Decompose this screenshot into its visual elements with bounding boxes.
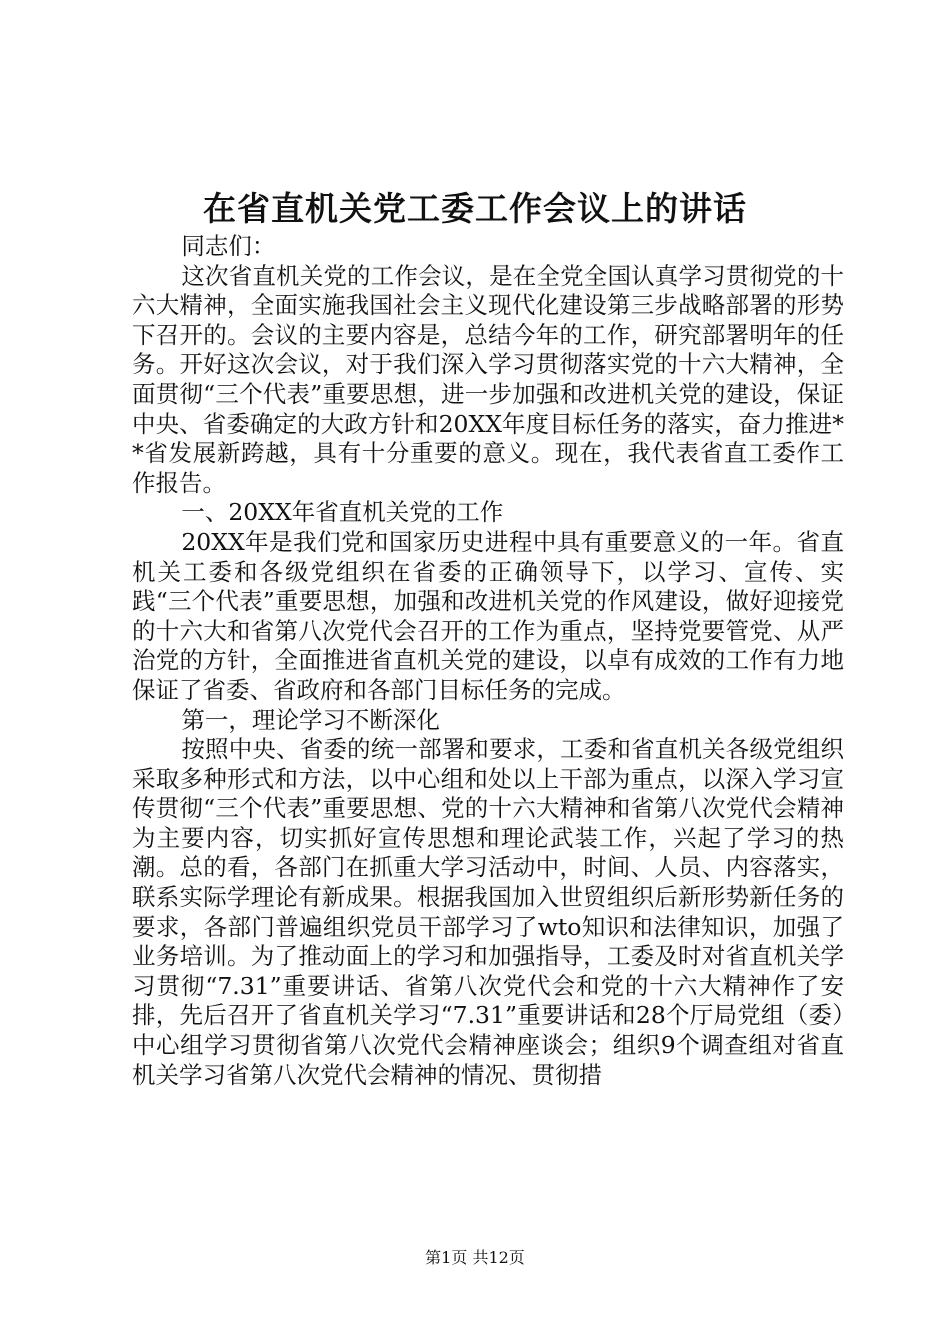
document-title: 在省直机关党工委工作会议上的讲话: [203, 189, 747, 228]
subsection-heading-1: 第一，理论学习不断深化: [181, 705, 440, 734]
section-heading-1: 一、20XX年省直机关党的工作: [181, 498, 504, 527]
subsection-paragraph-1: 按照中央、省委的统一部署和要求，工委和省直机关各级党组织采取多种形式和方法，以中心组和处以上干部为重点，以深入学习宣传贯彻“三个代表”重要思想、党的十六大精神和省第八次党代会精神为主要内容，切实抓好宣传思想和理论武装工作，兴起了学习的热潮。总的看，各部门在抓重大学习活动中，时间、人员、内容落实，联系实际学理论有新成果。根据我国加入世贸组织后新形势新任务的要求，各部门普遍组织党员干部学习了wto知识和法律知识，加强了业务培训。为了推动面上的学习和加强指导，工委及时对省直机关学习贯彻“7.31”重要讲话、省第八次党代会和党的十六大精神作了安排，先后召开了省直机关学习“7.31”重要讲话和28个厅局党组（委）中心组学习贯彻省第八次党代会精神座谈会；组织9个调查组对省直机关学习省第八次党代会精神的情况、贯彻措: [132, 735, 844, 1089]
document-body: [132, 232, 844, 1090]
page-number-footer: 第1页 共12页: [425, 1248, 525, 1267]
intro-paragraph: 这次省直机关党的工作会议，是在全党全国认真学习贯彻党的十六大精神，全面实施我国社会主义现代化建设第三步战略部署的形势下召开的。会议的主要内容是，总结今年的工作，研究部署明年的任务。开好这次会议，对于我们深入学习贯彻落实党的十六大精神，全面贯彻“三个代表”重要思想，进一步加强和改进机关党的建设，保证中央、省委确定的大政方针和20XX年度目标任务的落实，奋力推进**省发展新跨越，具有十分重要的意义。现在，我代表省直工委作工作报告。: [132, 261, 844, 497]
salutation-paragraph: 同志们：: [181, 232, 276, 260]
section-paragraph-1: 20XX年是我们党和国家历史进程中具有重要意义的一年。省直机关工委和各级党组织在省委的正确领导下，以学习、宣传、实践“三个代表”重要思想，加强和改进机关党的作风建设，做好迎接党的十六大和省第八次党代会召开的工作为重点，坚持党要管党、从严治党的方针，全面推进省直机关党的建设，以卓有成效的工作有力地保证了省委、省政府和各部门目标任务的完成。: [132, 527, 844, 704]
